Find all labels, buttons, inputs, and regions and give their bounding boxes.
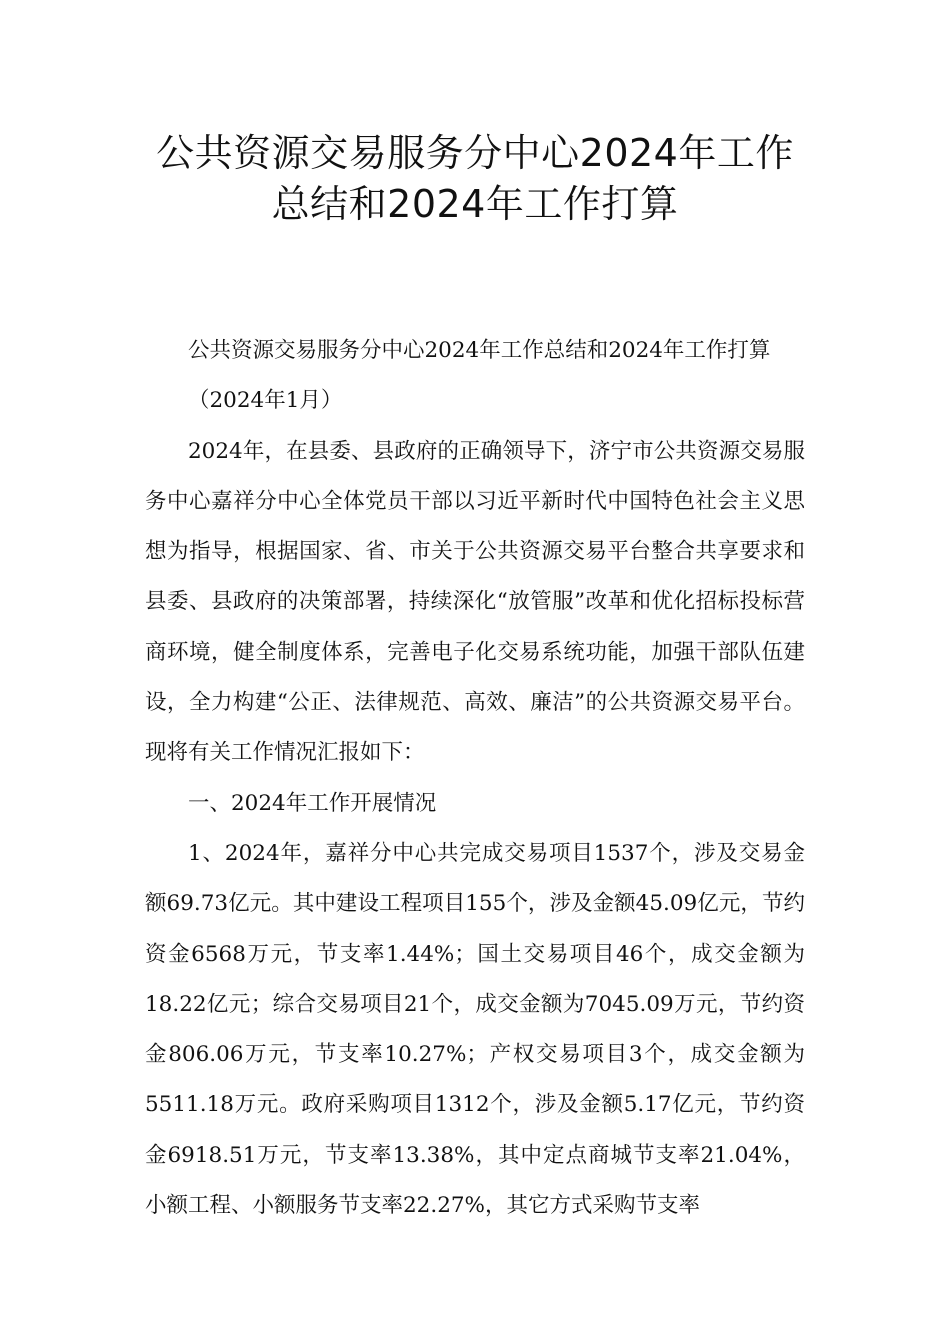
section-heading: 一、2024年工作开展情况 xyxy=(188,790,437,816)
document-body xyxy=(145,326,805,1231)
document-date: （2024年1月） xyxy=(188,388,343,414)
title-line-2: 总结和2024年工作打算 xyxy=(271,182,679,226)
document-subtitle: 公共资源交易服务分中心2024年工作总结和2024年工作打算 xyxy=(188,338,771,363)
document-title xyxy=(120,128,830,230)
title-line-1: 公共资源交易服务分中心2024年工作 xyxy=(156,131,794,175)
intro-paragraph: 2024年，在县委、县政府的正确领导下，济宁市公共资源交易服务中心嘉祥分中心全体党员干部以习近平新时代中国特色社会主义思想为指导，根据国家、省、市关于公共资源交易平台整合共享要求和县委、县政府的决策部署，持续深化“放管服”改革和优化招标投标营商环境，健全制度体系，完善电子化交易系统功能，加强干部队伍建设，全力构建“公正、法律规范、高效、廉洁”的公共资源交易平台。现将有关工作情况汇报如下： xyxy=(145,438,805,766)
section-paragraph: 1、2024年，嘉祥分中心共完成交易项目1537个，涉及交易金额69.73亿元。其中建设工程项目155个，涉及金额45.09亿元，节约资金6568万元，节支率1.44%；国土交易项目46个，成交金额为18.22亿元；综合交易项目21个，成交金额为7045.09万元，节约资金806.06万元，节支率10.27%；产权交易项目3个，成交金额为5511.18万元。政府采购项目1312个，涉及金额5.17亿元，节约资金6918.51万元，节支率13.38%，其中定点商城节支率21.04%，小额工程、小额服务节支率22.27%，其它方式采购节支率 xyxy=(145,840,805,1219)
